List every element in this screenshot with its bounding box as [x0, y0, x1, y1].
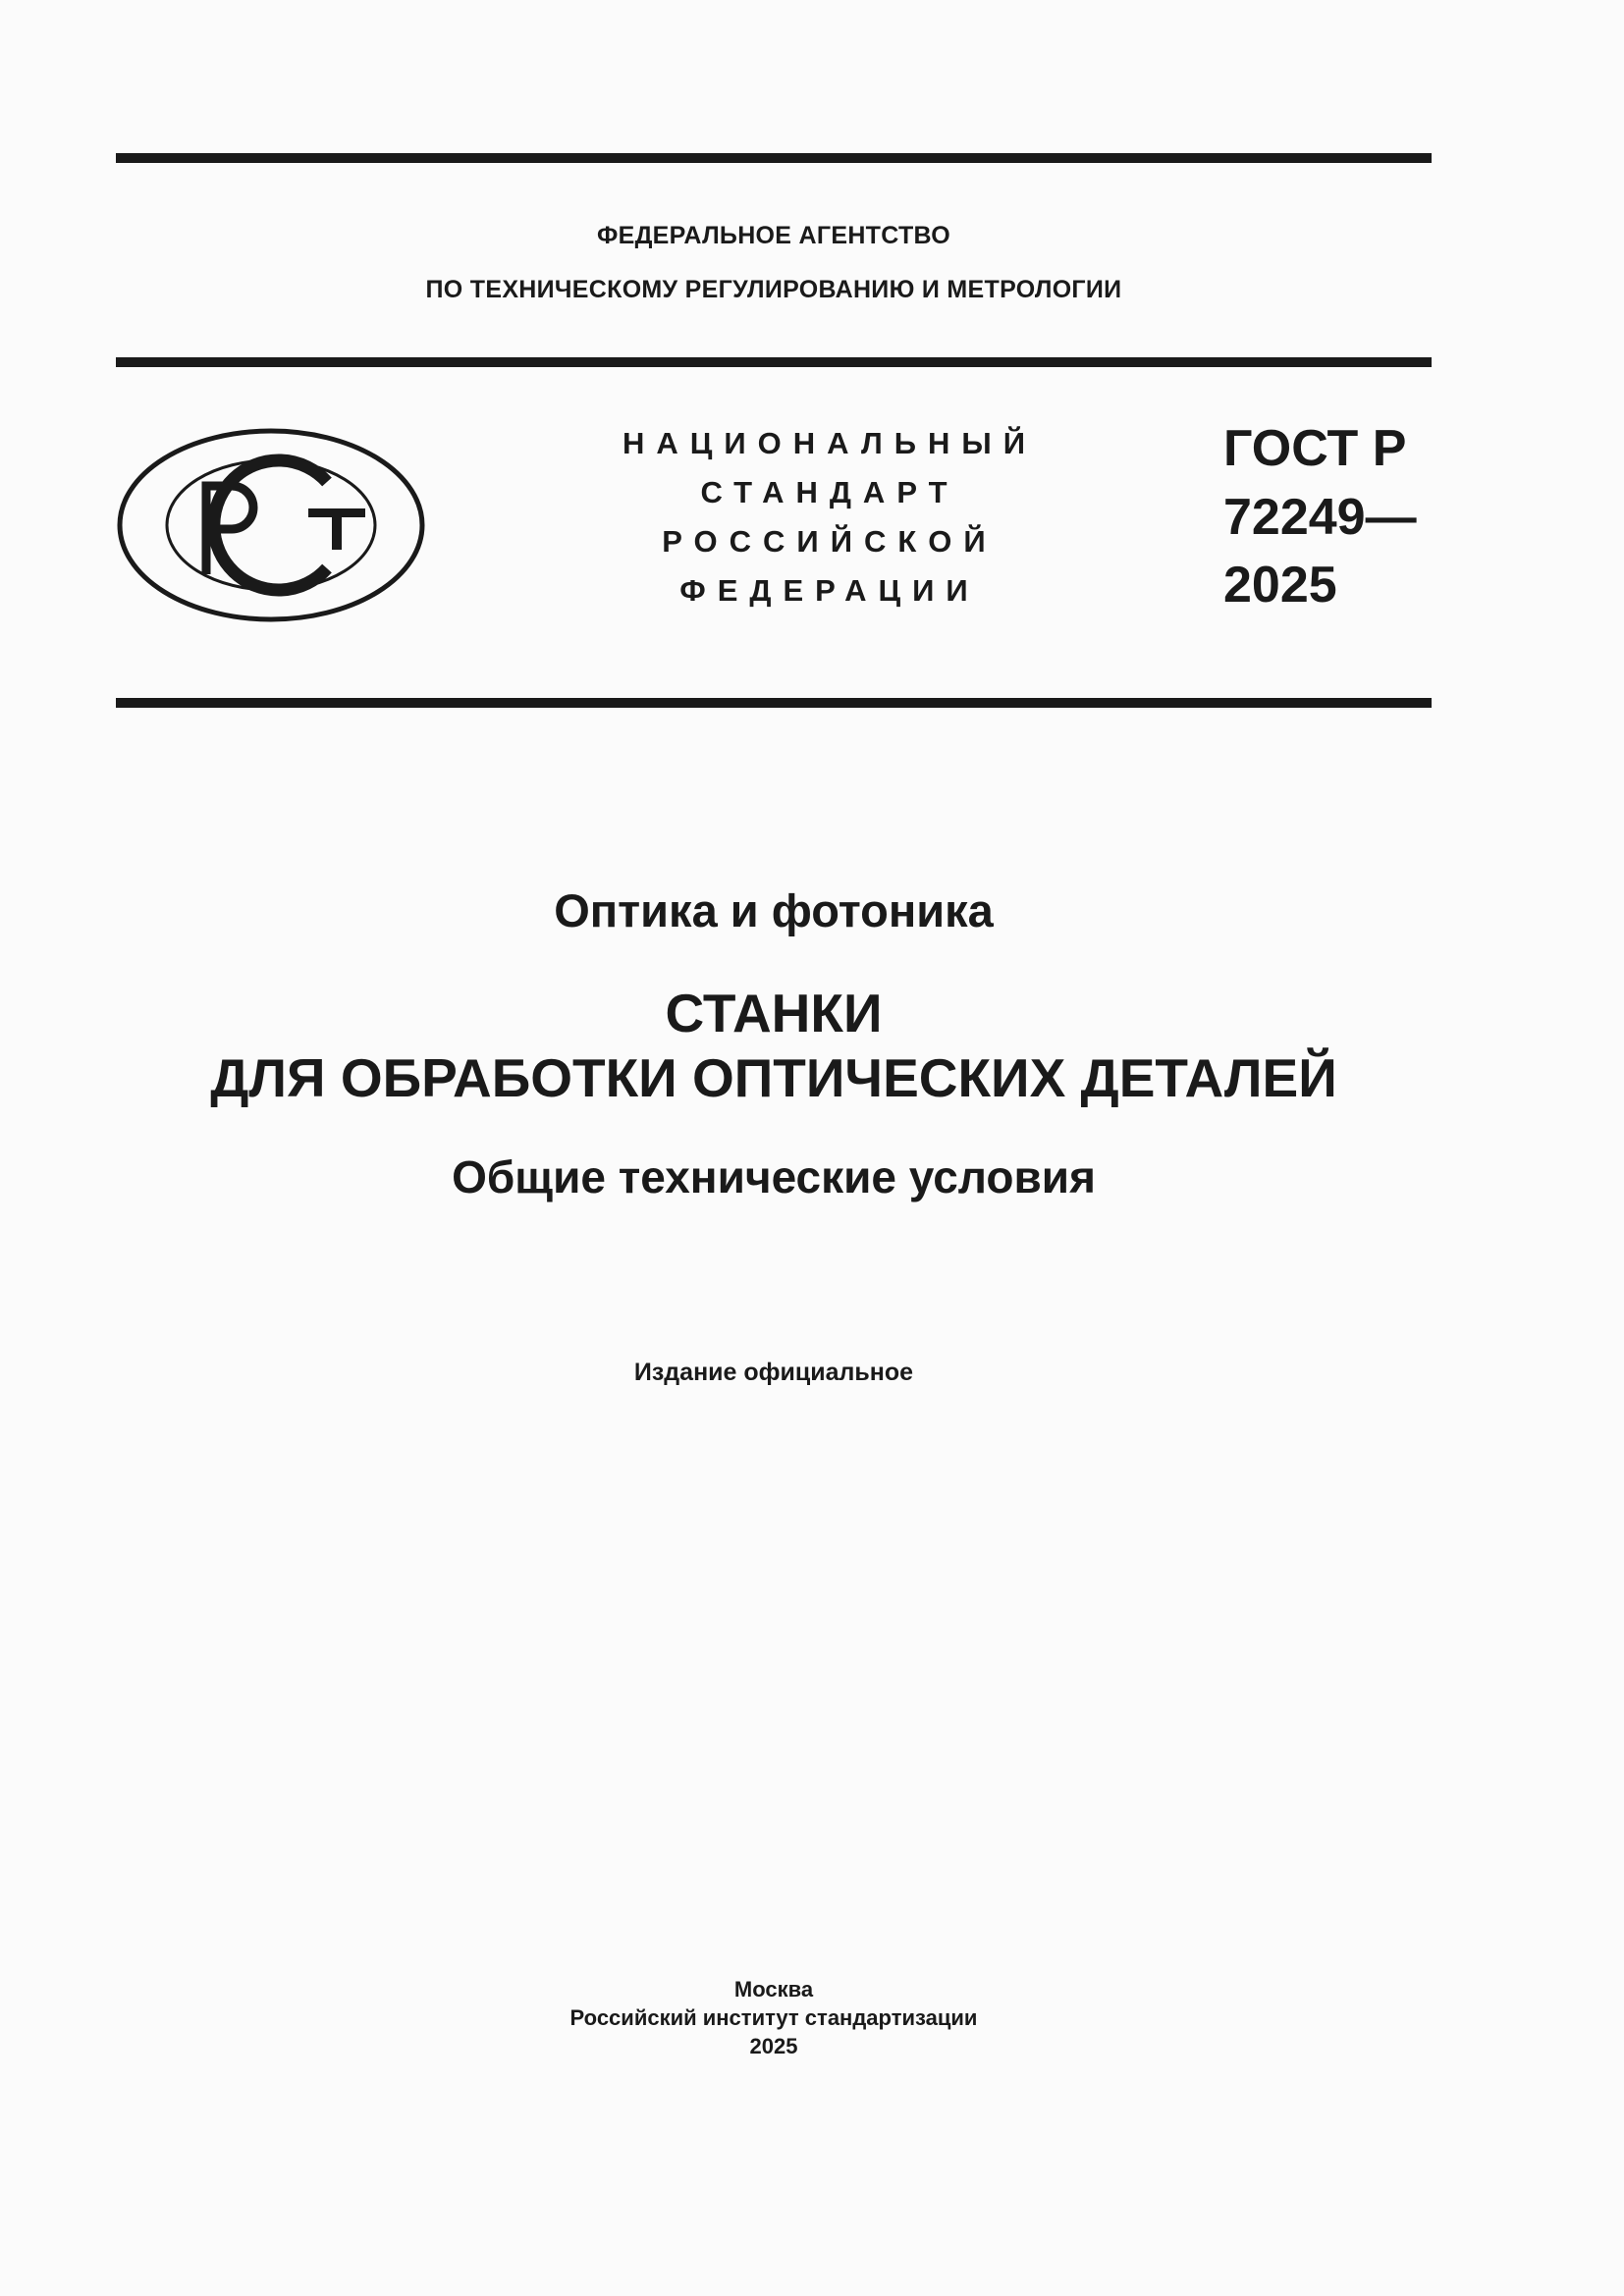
agency-line-2: ПО ТЕХНИЧЕСКОМУ РЕГУЛИРОВАНИЮ И МЕТРОЛОГИИ: [425, 276, 1122, 303]
national-standard-line-3: РОССИЙСКОЙ: [662, 524, 998, 559]
main-title-line-1: СТАНКИ: [665, 983, 883, 1043]
series-title: Оптика и фотоника: [554, 884, 994, 936]
standard-code-line-3: 2025: [1223, 557, 1337, 614]
agency-line-1: ФЕДЕРАЛЬНОЕ АГЕНТСТВО: [596, 222, 951, 249]
edition-label: Издание официальное: [633, 1359, 914, 1386]
top-rule: [116, 153, 1432, 163]
national-standard-line-2: СТАНДАРТ: [700, 475, 959, 509]
standard-code-line-2: 72249—: [1223, 489, 1417, 546]
subtitle: Общие технические условия: [452, 1151, 1096, 1202]
main-title-line-2: ДЛЯ ОБРАБОТКИ ОПТИЧЕСКИХ ДЕТАЛЕЙ: [210, 1047, 1337, 1108]
header-bottom-rule: [116, 698, 1432, 708]
rst-certification-logo-icon: [116, 427, 427, 623]
national-standard-line-4: ФЕДЕРАЦИИ: [679, 573, 980, 608]
agency-rule: [116, 357, 1432, 367]
imprint-city: Москва: [733, 1977, 814, 2002]
imprint-year: 2025: [749, 2034, 798, 2058]
standard-code-line-1: ГОСТ Р: [1223, 420, 1407, 477]
imprint-publisher: Российский институт стандартизации: [569, 2005, 978, 2030]
national-standard-line-1: НАЦИОНАЛЬНЫЙ: [622, 426, 1038, 460]
